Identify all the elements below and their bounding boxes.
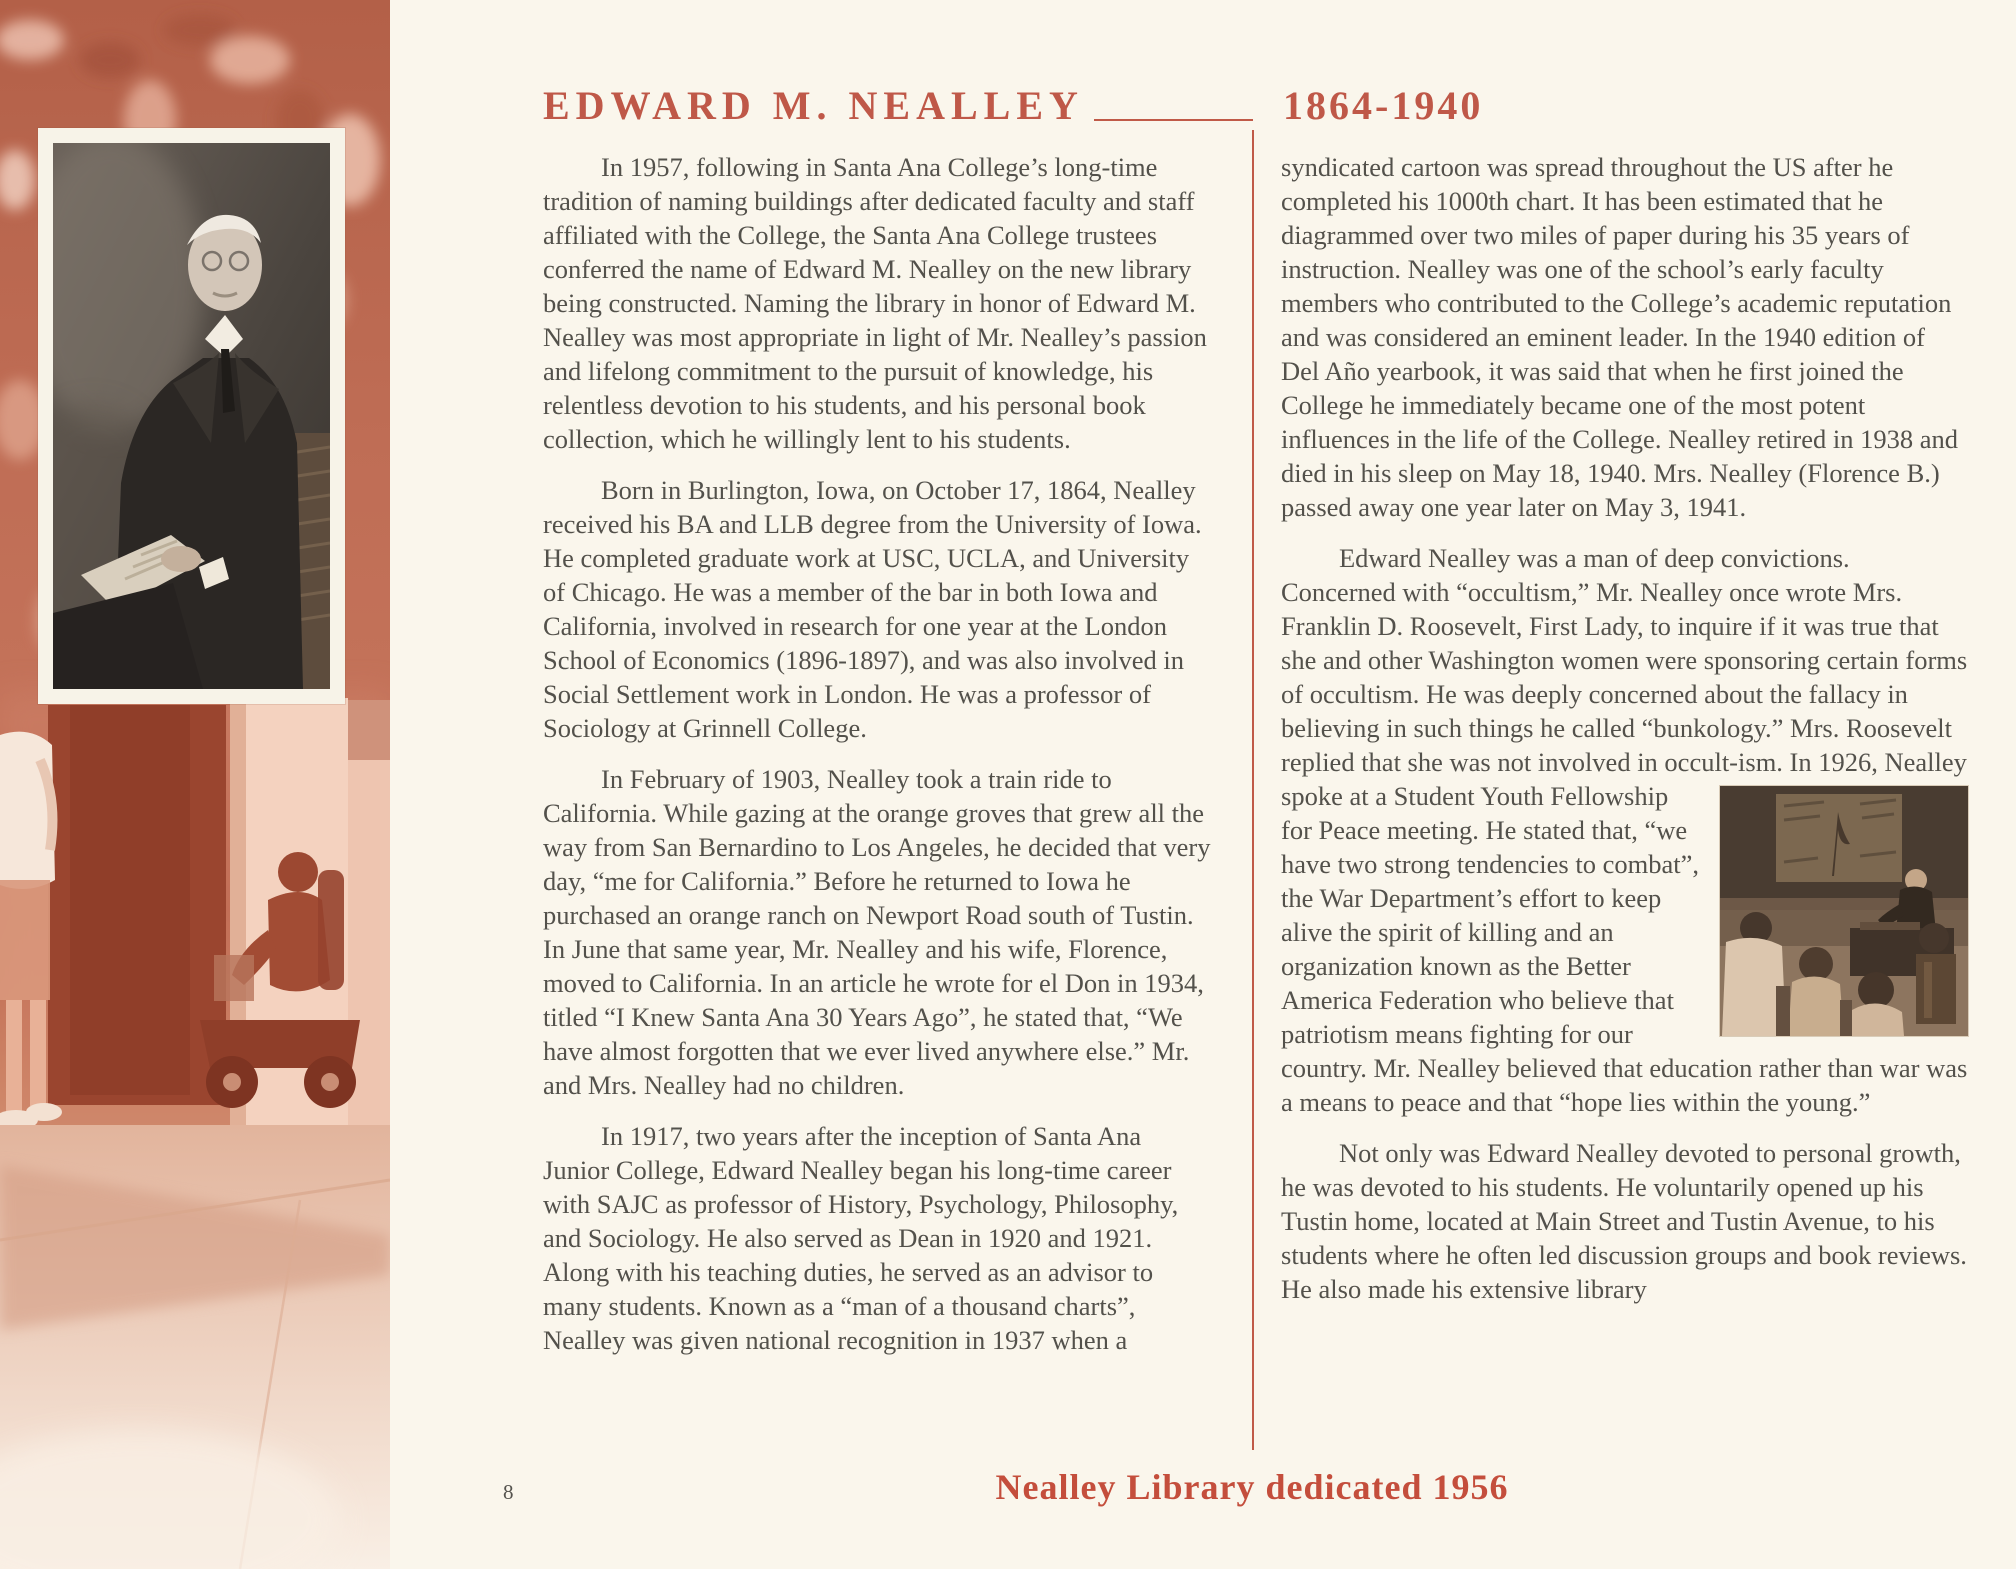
paragraph: Not only was Edward Nealley devoted to personal growth, he was devoted to his students. He voluntarily opened up his Tustin home, located at Main Street and Tustin Avenue, to his students where he often led discussion groups and book reviews. He also made his extensive library <box>1281 1138 1967 1304</box>
life-dates: 1864-1940 <box>1283 83 1484 128</box>
right-column <box>1281 150 1969 1323</box>
column-divider <box>1252 130 1254 1450</box>
paragraph: In 1917, two years after the inception of Santa Ana Junior College, Edward Nealley began his long-time career with SAJC as professor of History, Psychology, Philosophy, and Sociology. He also served as Dean in 1920 and 1921. Along with his teaching duties, he served as an advisor to many students. Known as a “man of a thousand charts”, Nealley was given national recognition in 1937 when a <box>543 1121 1179 1355</box>
paragraph-text: ism. In 1926, Nealley spoke at a Student Youth Fellowship for Peace meeting. He stated that, “we have two strong tendencies to combat”, the War Department’s effort to keep alive the spirit of killing and an organization known as the Better America Federation who believe that patriotism means fighting for our country. Mr. Nealley believed that education rather than war was a means to peace and that “hope lies within the young.” <box>1281 747 1968 1117</box>
classroom-photo <box>1719 785 1969 1037</box>
paragraph-with-photo <box>1281 541 1969 1119</box>
portrait-photo-art <box>53 143 330 689</box>
paragraph: In February of 1903, Nealley took a train ride to California. While gazing at the orange groves that grew all the way from San Bernardino to Los Angeles, he decided that very day, “me for California.” Before he returned to Iowa he purchased an orange ranch on Newport Road south of Tustin. In June that same year, Mr. Nealley and his wife, Florence, moved to California. In an article he wrote for el Don in 1934, titled “I Knew Santa Ana 30 Years Ago”, he stated that, “We have almost forgotten that we ever lived anywhere else.” Mr. and Mrs. Nealley had no children. <box>543 764 1211 1100</box>
paragraph-text: Edward Nealley was a man of deep convictions. Concerned with “occultism,” Mr. Nealley once wrote Mrs. Franklin D. Roosevelt, First Lady, to inquire if it was true that she and other Washington women were sponsoring certain forms of occultism. He was deeply concerned about the fallacy in believing in such things he called “bunkology.” Mrs. Roosevelt replied that she was not involved in occult- <box>1281 543 1968 777</box>
paragraph: syndicated cartoon was spread throughout the US after he completed his 1000th chart. It has been estimated that he diagrammed over two miles of paper during his 35 years of instruction. Nealley was one of the school’s early faculty members who contributed to the College’s academic reputation and was considered an eminent leader. In the 1940 edition of Del Año yearbook, it was said that when he first joined the College he immediately became one of the most potent influences in the life of the College. Nealley retired in 1938 and died in his sleep on May 18, 1940. Mrs. Nealley (Florence B.) passed away one year later on May 3, 1941. <box>1281 152 1958 522</box>
footer-caption: Nealley Library dedicated 1956 <box>995 1467 1509 1507</box>
portrait-photo <box>38 128 345 704</box>
page-header <box>543 84 1253 128</box>
sidebar-photo <box>0 0 390 1569</box>
page-title: EDWARD M. NEALLEY <box>543 83 1084 128</box>
paragraph: In 1957, following in Santa Ana College’s long-time tradition of naming buildings after dedicated faculty and staff affiliated with the College, the Santa Ana College trustees conferred the name of Edward M. Nealley on the new library being constructed. Naming the library in honor of Edward M. Nealley was most appropriate in light of Mr. Nealley’s passion and lifelong commitment to the pursuit of knowledge, his relentless devotion to his students, and his personal book collection, which he willingly lent to his students. <box>543 152 1207 454</box>
page-number: 8 <box>503 1480 514 1504</box>
classroom-photo-art <box>1720 786 1968 1036</box>
title-rule <box>1094 119 1253 121</box>
paragraph: Born in Burlington, Iowa, on October 17, 1864, Nealley received his BA and LLB degree from the University of Iowa. He completed graduate work at USC, UCLA, and University of Chicago. He was a member of the bar in both Iowa and California, involved in research for one year at the London School of Economics (1896-1897), and was also involved in Social Settlement work in London. He was a professor of Sociology at Grinnell College. <box>543 475 1202 743</box>
left-column <box>543 150 1211 1374</box>
